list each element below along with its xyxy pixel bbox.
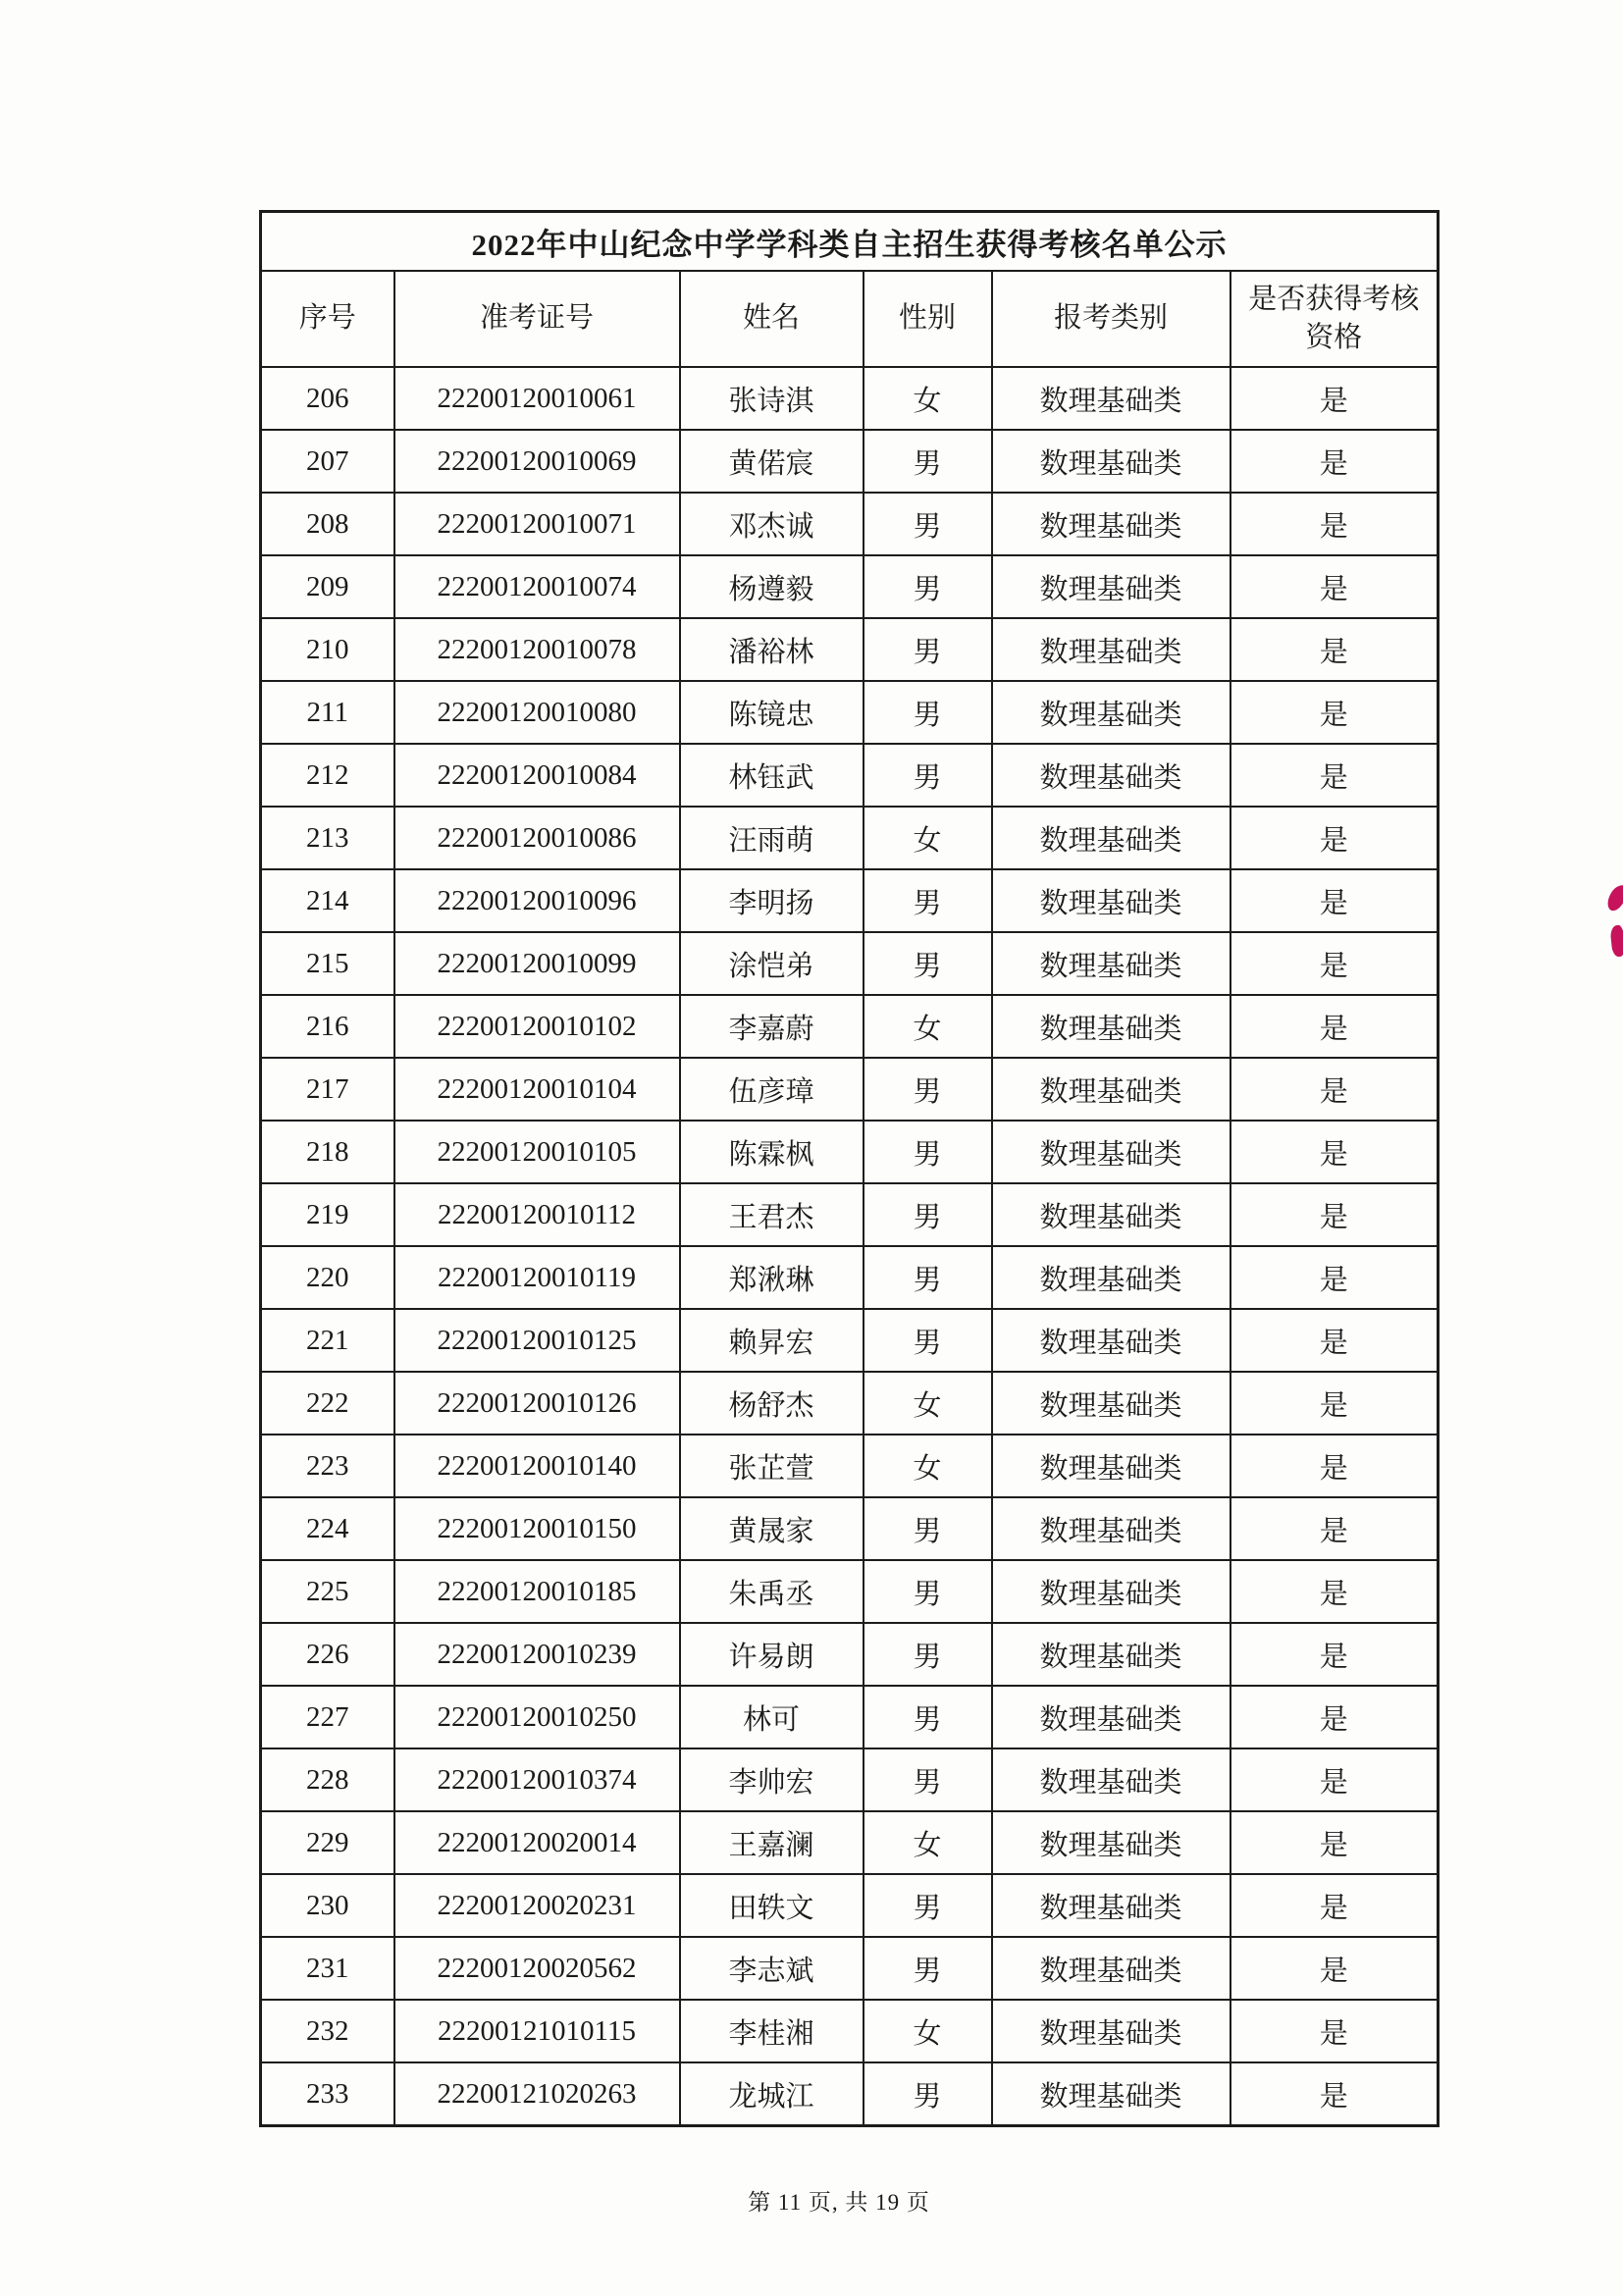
cell-qualified: 是: [1230, 1560, 1439, 1623]
table-row: [261, 555, 1439, 618]
table-row: [261, 618, 1439, 681]
cell-qualified: 是: [1230, 555, 1439, 618]
cell-name: 李志斌: [680, 1937, 864, 2000]
cell-name: 伍彦璋: [680, 1058, 864, 1121]
cell-name: 龙城江: [680, 2062, 864, 2126]
cell-index: 213: [261, 807, 394, 869]
cell-qualified: 是: [1230, 1686, 1439, 1748]
cell-category: 数理基础类: [992, 1058, 1230, 1121]
cell-qualified: 是: [1230, 1435, 1439, 1497]
cell-gender: 男: [864, 2062, 992, 2126]
table-title-row: [261, 212, 1439, 272]
red-ink-mark: [1605, 882, 1623, 913]
cell-category: 数理基础类: [992, 493, 1230, 555]
cell-name: 田轶文: [680, 1874, 864, 1937]
cell-name: 陈霖枫: [680, 1121, 864, 1183]
cell-index: 232: [261, 2000, 394, 2062]
cell-qualified: 是: [1230, 995, 1439, 1058]
cell-qualified: 是: [1230, 1246, 1439, 1309]
cell-category: 数理基础类: [992, 430, 1230, 493]
cell-category: 数理基础类: [992, 1246, 1230, 1309]
cell-category: 数理基础类: [992, 1435, 1230, 1497]
cell-index: 211: [261, 681, 394, 744]
table-row: [261, 1497, 1439, 1560]
cell-index: 206: [261, 367, 394, 430]
cell-exam-id: 22200120020562: [394, 1937, 680, 2000]
cell-category: 数理基础类: [992, 869, 1230, 932]
header-name: 姓名: [680, 271, 864, 367]
cell-qualified: 是: [1230, 367, 1439, 430]
cell-index: 207: [261, 430, 394, 493]
cell-name: 许易朗: [680, 1623, 864, 1686]
table-row: [261, 1560, 1439, 1623]
cell-exam-id: 22200120010126: [394, 1372, 680, 1435]
cell-category: 数理基础类: [992, 555, 1230, 618]
cell-qualified: 是: [1230, 1811, 1439, 1874]
cell-gender: 男: [864, 493, 992, 555]
cell-category: 数理基础类: [992, 681, 1230, 744]
table-row: [261, 1937, 1439, 2000]
cell-name: 李帅宏: [680, 1748, 864, 1811]
cell-gender: 男: [864, 1686, 992, 1748]
table-header-row: [261, 271, 1439, 367]
cell-qualified: 是: [1230, 1372, 1439, 1435]
cell-gender: 男: [864, 1497, 992, 1560]
cell-name: 朱禹丞: [680, 1560, 864, 1623]
table-row: [261, 869, 1439, 932]
header-gender: 性别: [864, 271, 992, 367]
table-row: [261, 807, 1439, 869]
cell-name: 黄偌宸: [680, 430, 864, 493]
cell-index: 216: [261, 995, 394, 1058]
cell-category: 数理基础类: [992, 1183, 1230, 1246]
cell-gender: 男: [864, 869, 992, 932]
cell-exam-id: 22200120010071: [394, 493, 680, 555]
cell-category: 数理基础类: [992, 1623, 1230, 1686]
cell-category: 数理基础类: [992, 1372, 1230, 1435]
cell-qualified: 是: [1230, 1748, 1439, 1811]
cell-qualified: 是: [1230, 618, 1439, 681]
table-row: [261, 1435, 1439, 1497]
cell-category: 数理基础类: [992, 1497, 1230, 1560]
cell-exam-id: 22200120010185: [394, 1560, 680, 1623]
cell-qualified: 是: [1230, 1623, 1439, 1686]
cell-gender: 男: [864, 681, 992, 744]
table-row: [261, 681, 1439, 744]
cell-qualified: 是: [1230, 681, 1439, 744]
red-ink-mark: [1609, 924, 1623, 957]
table-row: [261, 932, 1439, 995]
cell-index: 223: [261, 1435, 394, 1497]
cell-qualified: 是: [1230, 430, 1439, 493]
cell-gender: 男: [864, 1623, 992, 1686]
cell-exam-id: 22200120010086: [394, 807, 680, 869]
cell-category: 数理基础类: [992, 1937, 1230, 2000]
cell-gender: 男: [864, 1560, 992, 1623]
cell-name: 郑湫琳: [680, 1246, 864, 1309]
cell-qualified: 是: [1230, 493, 1439, 555]
table-row: [261, 1874, 1439, 1937]
cell-index: 231: [261, 1937, 394, 2000]
cell-name: 张诗淇: [680, 367, 864, 430]
cell-gender: 女: [864, 2000, 992, 2062]
cell-name: 林钰武: [680, 744, 864, 807]
cell-exam-id: 22200120020231: [394, 1874, 680, 1937]
cell-exam-id: 22200120010239: [394, 1623, 680, 1686]
cell-gender: 男: [864, 1874, 992, 1937]
table-title: 2022年中山纪念中学学科类自主招生获得考核名单公示: [261, 212, 1439, 272]
cell-index: 212: [261, 744, 394, 807]
cell-qualified: 是: [1230, 1183, 1439, 1246]
cell-category: 数理基础类: [992, 932, 1230, 995]
cell-category: 数理基础类: [992, 1121, 1230, 1183]
table-row: [261, 1183, 1439, 1246]
cell-gender: 男: [864, 1246, 992, 1309]
cell-index: 210: [261, 618, 394, 681]
cell-name: 李明扬: [680, 869, 864, 932]
cell-index: 220: [261, 1246, 394, 1309]
cell-category: 数理基础类: [992, 1748, 1230, 1811]
cell-index: 225: [261, 1560, 394, 1623]
cell-qualified: 是: [1230, 1874, 1439, 1937]
cell-index: 229: [261, 1811, 394, 1874]
cell-index: 233: [261, 2062, 394, 2126]
cell-qualified: 是: [1230, 2062, 1439, 2126]
cell-name: 邓杰诚: [680, 493, 864, 555]
cell-index: 208: [261, 493, 394, 555]
cell-gender: 男: [864, 555, 992, 618]
cell-gender: 男: [864, 932, 992, 995]
table-row: [261, 1246, 1439, 1309]
cell-exam-id: 22200120010250: [394, 1686, 680, 1748]
cell-exam-id: 22200120010140: [394, 1435, 680, 1497]
cell-gender: 女: [864, 995, 992, 1058]
table-row: [261, 1372, 1439, 1435]
cell-name: 汪雨萌: [680, 807, 864, 869]
cell-qualified: 是: [1230, 869, 1439, 932]
cell-name: 王君杰: [680, 1183, 864, 1246]
cell-exam-id: 22200120010125: [394, 1309, 680, 1372]
cell-qualified: 是: [1230, 2000, 1439, 2062]
table-row: [261, 430, 1439, 493]
cell-gender: 女: [864, 1811, 992, 1874]
header-index: 序号: [261, 271, 394, 367]
cell-name: 李桂湘: [680, 2000, 864, 2062]
page-number-footer: 第 11 页, 共 19 页: [748, 2190, 930, 2215]
cell-index: 219: [261, 1183, 394, 1246]
cell-category: 数理基础类: [992, 807, 1230, 869]
cell-qualified: 是: [1230, 1121, 1439, 1183]
cell-index: 217: [261, 1058, 394, 1121]
cell-category: 数理基础类: [992, 618, 1230, 681]
table-row: [261, 493, 1439, 555]
cell-exam-id: 22200120010102: [394, 995, 680, 1058]
cell-exam-id: 22200120010150: [394, 1497, 680, 1560]
cell-category: 数理基础类: [992, 2062, 1230, 2126]
header-qualified: 是否获得考核资格: [1230, 271, 1439, 367]
cell-gender: 男: [864, 1183, 992, 1246]
cell-index: 224: [261, 1497, 394, 1560]
cell-category: 数理基础类: [992, 744, 1230, 807]
cell-gender: 男: [864, 1309, 992, 1372]
cell-qualified: 是: [1230, 1309, 1439, 1372]
cell-index: 221: [261, 1309, 394, 1372]
cell-qualified: 是: [1230, 932, 1439, 995]
cell-name: 杨遵毅: [680, 555, 864, 618]
cell-index: 222: [261, 1372, 394, 1435]
cell-category: 数理基础类: [992, 2000, 1230, 2062]
cell-exam-id: 22200120010061: [394, 367, 680, 430]
cell-index: 209: [261, 555, 394, 618]
table-row: [261, 744, 1439, 807]
table-row: [261, 1121, 1439, 1183]
cell-index: 230: [261, 1874, 394, 1937]
cell-name: 涂恺弟: [680, 932, 864, 995]
cell-category: 数理基础类: [992, 1874, 1230, 1937]
cell-name: 林可: [680, 1686, 864, 1748]
cell-qualified: 是: [1230, 1937, 1439, 2000]
cell-category: 数理基础类: [992, 1811, 1230, 1874]
roster-table: [259, 210, 1440, 2127]
cell-exam-id: 22200121020263: [394, 2062, 680, 2126]
cell-exam-id: 22200120010104: [394, 1058, 680, 1121]
cell-name: 黄晟家: [680, 1497, 864, 1560]
cell-exam-id: 22200120010084: [394, 744, 680, 807]
cell-gender: 女: [864, 1372, 992, 1435]
cell-exam-id: 22200120010074: [394, 555, 680, 618]
cell-index: 218: [261, 1121, 394, 1183]
cell-exam-id: 22200120010374: [394, 1748, 680, 1811]
cell-gender: 女: [864, 807, 992, 869]
table-row: [261, 1058, 1439, 1121]
cell-name: 李嘉蔚: [680, 995, 864, 1058]
cell-index: 214: [261, 869, 394, 932]
cell-gender: 男: [864, 618, 992, 681]
cell-name: 杨舒杰: [680, 1372, 864, 1435]
table-row: [261, 995, 1439, 1058]
cell-qualified: 是: [1230, 1058, 1439, 1121]
cell-name: 潘裕林: [680, 618, 864, 681]
cell-category: 数理基础类: [992, 995, 1230, 1058]
cell-category: 数理基础类: [992, 1686, 1230, 1748]
cell-category: 数理基础类: [992, 1309, 1230, 1372]
cell-exam-id: 22200120010105: [394, 1121, 680, 1183]
cell-gender: 男: [864, 744, 992, 807]
header-category: 报考类别: [992, 271, 1230, 367]
table-body: [261, 367, 1439, 2126]
table-row: [261, 2062, 1439, 2126]
cell-name: 张芷萱: [680, 1435, 864, 1497]
cell-index: 228: [261, 1748, 394, 1811]
table-row: [261, 367, 1439, 430]
cell-exam-id: 22200120020014: [394, 1811, 680, 1874]
cell-qualified: 是: [1230, 807, 1439, 869]
cell-qualified: 是: [1230, 744, 1439, 807]
cell-gender: 男: [864, 1748, 992, 1811]
cell-gender: 男: [864, 430, 992, 493]
cell-index: 226: [261, 1623, 394, 1686]
cell-index: 227: [261, 1686, 394, 1748]
header-exam-id: 准考证号: [394, 271, 680, 367]
cell-exam-id: 22200120010112: [394, 1183, 680, 1246]
cell-exam-id: 22200120010119: [394, 1246, 680, 1309]
table-row: [261, 2000, 1439, 2062]
table-row: [261, 1748, 1439, 1811]
cell-name: 王嘉澜: [680, 1811, 864, 1874]
cell-name: 赖昇宏: [680, 1309, 864, 1372]
cell-gender: 女: [864, 367, 992, 430]
cell-gender: 男: [864, 1058, 992, 1121]
table-row: [261, 1811, 1439, 1874]
cell-exam-id: 22200120010080: [394, 681, 680, 744]
cell-exam-id: 22200120010069: [394, 430, 680, 493]
cell-exam-id: 22200120010099: [394, 932, 680, 995]
cell-gender: 男: [864, 1937, 992, 2000]
cell-category: 数理基础类: [992, 367, 1230, 430]
cell-exam-id: 22200121010115: [394, 2000, 680, 2062]
table-row: [261, 1686, 1439, 1748]
cell-gender: 男: [864, 1121, 992, 1183]
cell-name: 陈镜忠: [680, 681, 864, 744]
table-row: [261, 1309, 1439, 1372]
cell-exam-id: 22200120010078: [394, 618, 680, 681]
cell-gender: 女: [864, 1435, 992, 1497]
cell-index: 215: [261, 932, 394, 995]
cell-category: 数理基础类: [992, 1560, 1230, 1623]
cell-qualified: 是: [1230, 1497, 1439, 1560]
cell-exam-id: 22200120010096: [394, 869, 680, 932]
table-row: [261, 1623, 1439, 1686]
